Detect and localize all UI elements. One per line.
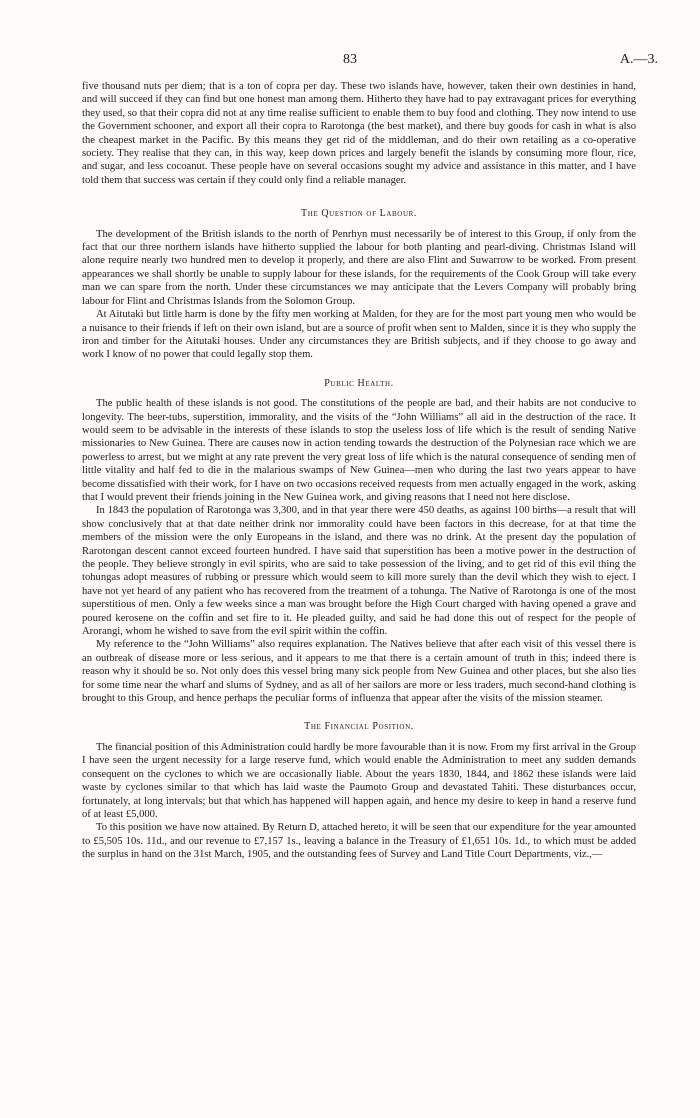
health-paragraph-3: My reference to the “John Williams” also requires explanation. The Natives believe that after each visit of this vessel there is an outbreak of disease more or less serious, and it appears to me that there is a certain amount of truth in this; indeed there is reason why it should be so. Not only does this vessel bring many sick people from New Guinea and other places, but she also lies for some time near the wharf and slums of Sydney, and as all of her sailors are more or less traders, much second-hand clothing is brought to this Group, and hence perhaps the peculiar forms of influenza that appear after the visits of the mission steamer. (82, 639, 636, 705)
section-heading-labour: The Question of Labour. (301, 208, 417, 220)
opening-paragraph: five thousand nuts per diem; that is a ton of copra per day. These two islands have, however, taken their own destinies in hand, and will succeed if they can find but one honest man among them. Hitherto they have had to pay extravagant prices for everything they used, so that their copra did not at any time realise sufficient to enable them to buy food and clothing. They now intend to use the Government schooner, and export all their copra to Rarotonga (the best market), and there buy goods for cash in what is also the cheapest market in the Pacific. By this means they get rid of the middleman, and do their own retailing as a co-operative society. They realise that they can, in this way, keep down prices and largely benefit the islands by consuming more flour, rice, and sugar, and less cocoanut. These people have on several occasions sought my advice and assistance in this matter, and I have told them that success was certain if they could only find a reliable manager. (82, 81, 636, 186)
finance-paragraph-1: The financial position of this Administration could hardly be more favourable than it is now. From my first arrival in the Group I have seen the urgent necessity for a large reserve fund, which would enable the Administration to meet any sudden demands consequent on the cyclones to which we are occasionally liable. About the years 1830, 1844, and 1862 these islands were laid waste by cyclones similar to that which has laid waste the Paumoto Group and devastated Tahiti. These disturbances occur, fortunately, at long intervals; but that which has happened will happen again, and hence my desire to keep in hand a reserve fund of at least £5,000. (82, 741, 636, 820)
section-heading-public-health: Public Health. (324, 377, 394, 389)
document-reference: A.—3. (619, 52, 658, 67)
labour-paragraph-2: At Aitutaki but little harm is done by the fifty men working at Malden, for they are for the most part young men who would be a nuisance to their friends if left on their own island, but are a source of profit when sent to Malden, since it is they who supply the iron and timber for the Aitutaki houses. Under any circumstances they are British subjects, and if they choose to go away and work I know of no power that could legally stop them. (82, 309, 636, 361)
finance-paragraph-2: To this position we have now attained. By Return D, attached hereto, it will be seen that our expenditure for the year amounted to £5,505 10s. 11d., and our revenue to £7,157 1s., leaving a balance in the Treasury of £1,651 10s. 1d., to which must be added the surplus in hand on the 31st March, 1905, and the outstanding fees of Survey and Land Title Court Departments, viz.,— (82, 822, 636, 861)
section-heading-financial-position: The Financial Position. (304, 721, 414, 733)
page-body (82, 80, 636, 862)
page-number: 83 (343, 52, 357, 67)
health-paragraph-2: In 1843 the population of Rarotonga was 3,300, and in that year there were 450 deaths, as against 100 births—a result that will show conclusively that at that date neither drink nor immorality could have been factors in this decrease, for at that time the members of the mission were the only Europeans in the island, and there was no drink. At the present day the population of Rarotongan descent cannot exceed fourteen hundred. I have said that superstition has been a motive power in the destruction of the people. They believe strongly in evil spirits, who are said to take possession of the living, and to get rid of this evil thing the tohungas adopt measures of rubbing or pressure which would seem to kill more surely than the devil which they wish to eject. I have not yet heard of any patient who has recovered from the treatment of a tohunga. The Native of Rarotonga is one of the most superstitious of men. Only a few weeks since a man was brought before the High Court charged with having opened a grave and poured kerosene on the coffin and set fire to it. He pleaded guilty, and said he had done this out of respect for the people of Arorangi, whom he wished to save from the evil spirit within the coffin. (82, 505, 636, 638)
health-paragraph-1: The public health of these islands is not good. The constitutions of the people are bad, and their habits are not conducive to longevity. The beer-tubs, superstition, immorality, and the visits of the “John Williams” all aid in the destruction of the race. It would seem to be advisable in the interests of these islands to stop the useless loss of life which is the result of sending Native missionaries to New Guinea. There are causes now in action tending towards the destruction of the Polynesian race which we are powerless to arrest, but we might at any rate prevent the very great loss of life which is the natural consequence of sending men of little vitality and half fed to die in the malarious swamps of New Guinea—men who during the last two years appear to have become dissatisfied with their work, for I have on two occasions received requests from men actually engaged in the work, asking that I would prevent their friends joining in the New Guinea work, and giving reasons that I need not here disclose. (82, 398, 636, 503)
labour-paragraph-1: The development of the British islands to the north of Penrhyn must necessarily be of interest to this Group, if only from the fact that our three northern islands have hitherto supplied the labour for both planting and pearl-diving. Christmas Island will alone require nearly two hundred men to develop it properly, and there are also Flint and Suwarrow to be worked. From present appearances we shall shortly be unable to supply labour for these islands, for the requirements of the Cook Group will take every man we can spare from the north. Under these circumstances we may anticipate that the Levers Company will probably bring labour for Flint and Christmas Islands from the Solomon Group. (82, 228, 636, 307)
